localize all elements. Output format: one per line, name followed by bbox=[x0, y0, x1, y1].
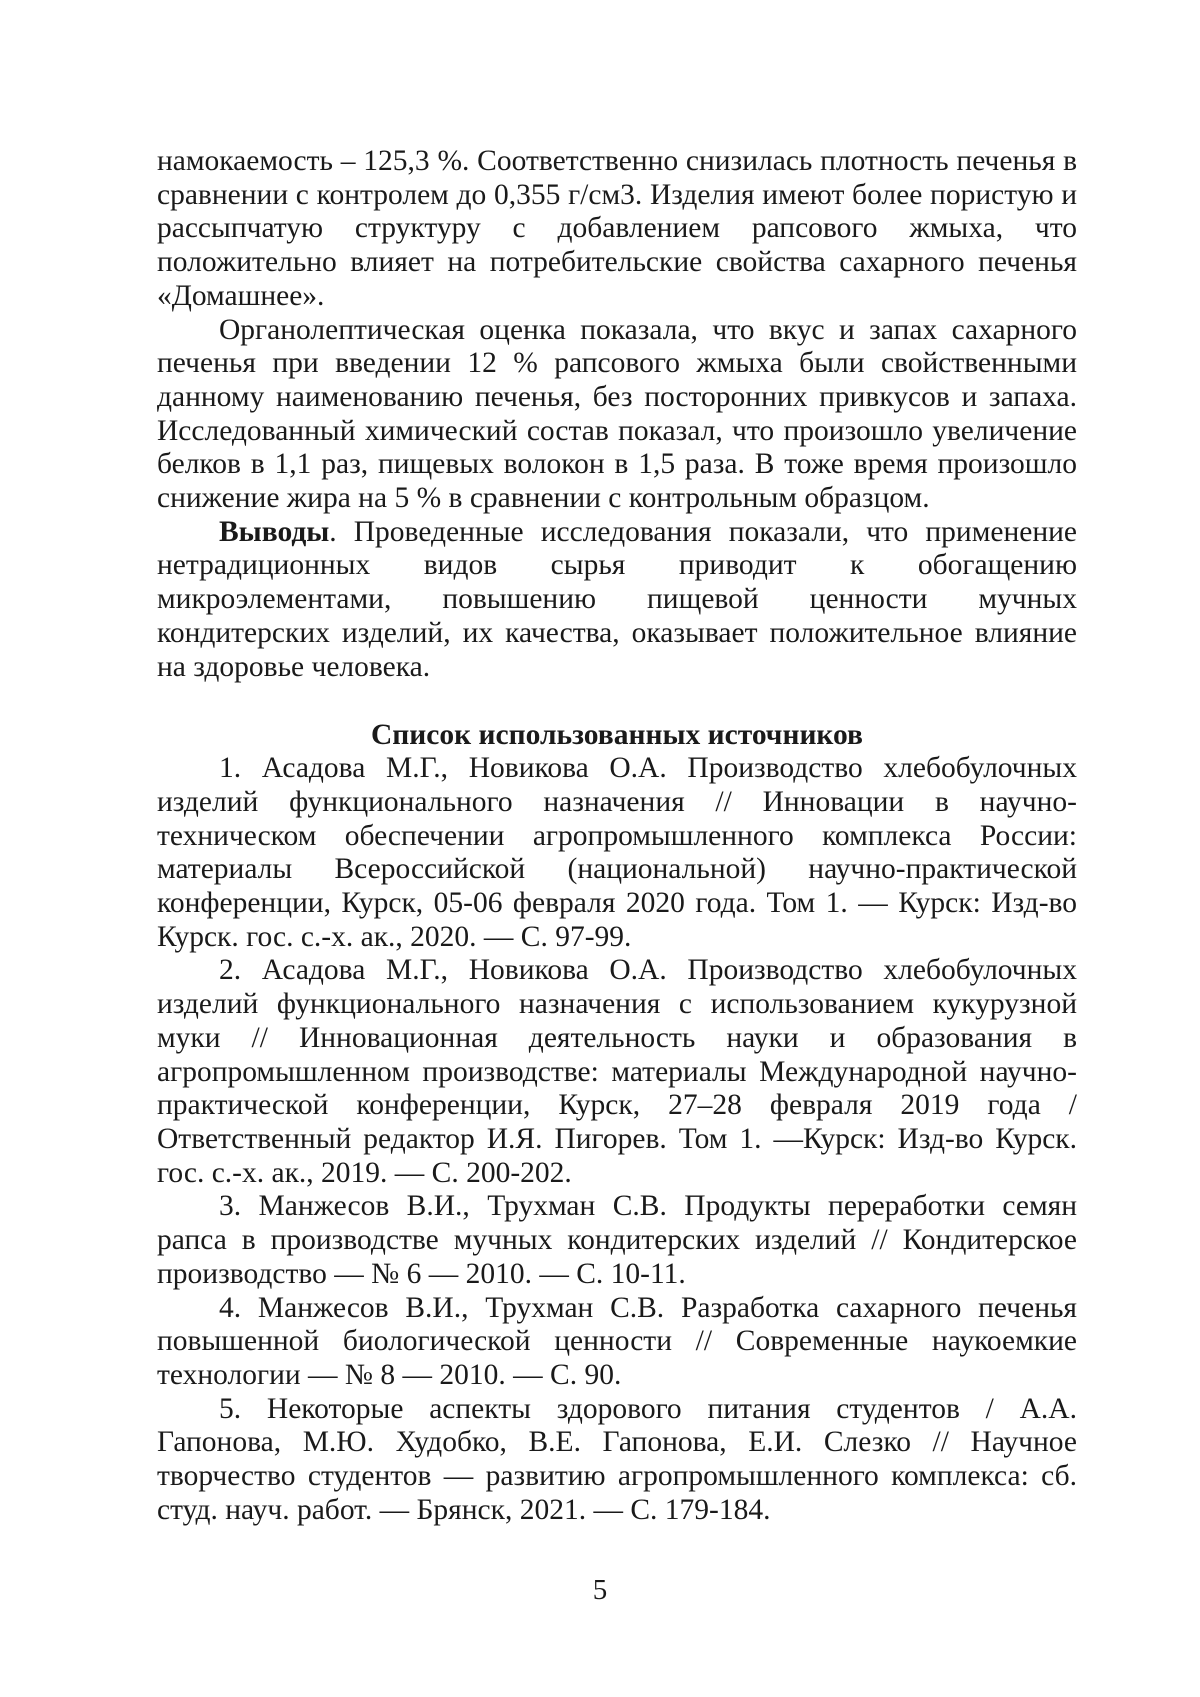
body-paragraph-1: намокаемость – 125,3 %. Соответственно снизилась плотность печенья в сравнении с контролем до 0,355 г/см3. Изделия имеют более пористую и рассыпчатую структуру с добавлением рапсового жмыха, что положительно влияет на потребительские свойства сахарного печенья «Домашнее». bbox=[157, 145, 1077, 312]
references-title: Список использованных источников bbox=[370, 719, 863, 752]
reference-item-4: 4. Манжесов В.И., Трухман С.В. Разработка сахарного печенья повышенной биологической ценности // Современные наукоемкие технологии — № 8 — 2010. — С. 90. bbox=[157, 1291, 1077, 1391]
reference-item-5: 5. Некоторые аспекты здорового питания студентов / А.А. Гапонова, М.Ю. Худобко, В.Е. Гапонова, Е.И. Слезко // Научное творчество студентов — развитию агропромышленного комплекса: сб. студ. науч. работ. — Брянск, 2021. — С. 179-184. bbox=[157, 1392, 1077, 1526]
page-content bbox=[157, 145, 1077, 1527]
conclusion-label: Выводы bbox=[219, 515, 330, 548]
reference-item-1: 1. Асадова М.Г., Новикова О.А. Производство хлебобулочных изделий функционального назначения // Инновации в научно-техническом обеспечении агропромышленного комплекса России: материалы Всероссийской (национальной) научно-практической конференции, Курск, 05-06 февраля 2020 года. Том 1. — Курск: Изд-во Курск. гос. с.-х. ак., 2020. — С. 97-99. bbox=[157, 752, 1077, 953]
page-number: 5 bbox=[592, 1574, 608, 1606]
reference-item-2: 2. Асадова М.Г., Новикова О.А. Производство хлебобулочных изделий функционального назначения с использованием кукурузной муки // Инновационная деятельность науки и образования в агропромышленном производстве: материалы Международной научно-практической конференции, Курск, 27–28 февраля 2019 года / Ответственный редактор И.Я. Пигорев. Том 1. —Курск: Изд-во Курск. гос. с.-х. ак., 2019. — С. 200-202. bbox=[157, 954, 1077, 1189]
conclusion-text: . Проведенные исследования показали, что применение нетрадиционных видов сырья приводит к обогащению микроэлементами, повышению пищевой ценности мучных кондитерских изделий, их качества, оказывает положительное влияние на здоровье человека. bbox=[157, 515, 1077, 683]
reference-item-3: 3. Манжесов В.И., Трухман С.В. Продукты переработки семян рапса в производстве мучных кондитерских изделий // Кондитерское производство — № 6 — 2010. — С. 10-11. bbox=[157, 1190, 1077, 1290]
conclusion-paragraph bbox=[157, 516, 1077, 685]
body-paragraph-2: Органолептическая оценка показала, что вкус и запах сахарного печенья при введении 12 % рапсового жмыха были свойственными данному наименованию печенья, без посторонних привкусов и запаха. Исследованный химический состав показал, что произошло увеличение белков в 1,1 раз, пищевых волокон в 1,5 раза. В тоже время произошло снижение жира на 5 % в сравнении с контрольным образцом. bbox=[157, 313, 1077, 515]
